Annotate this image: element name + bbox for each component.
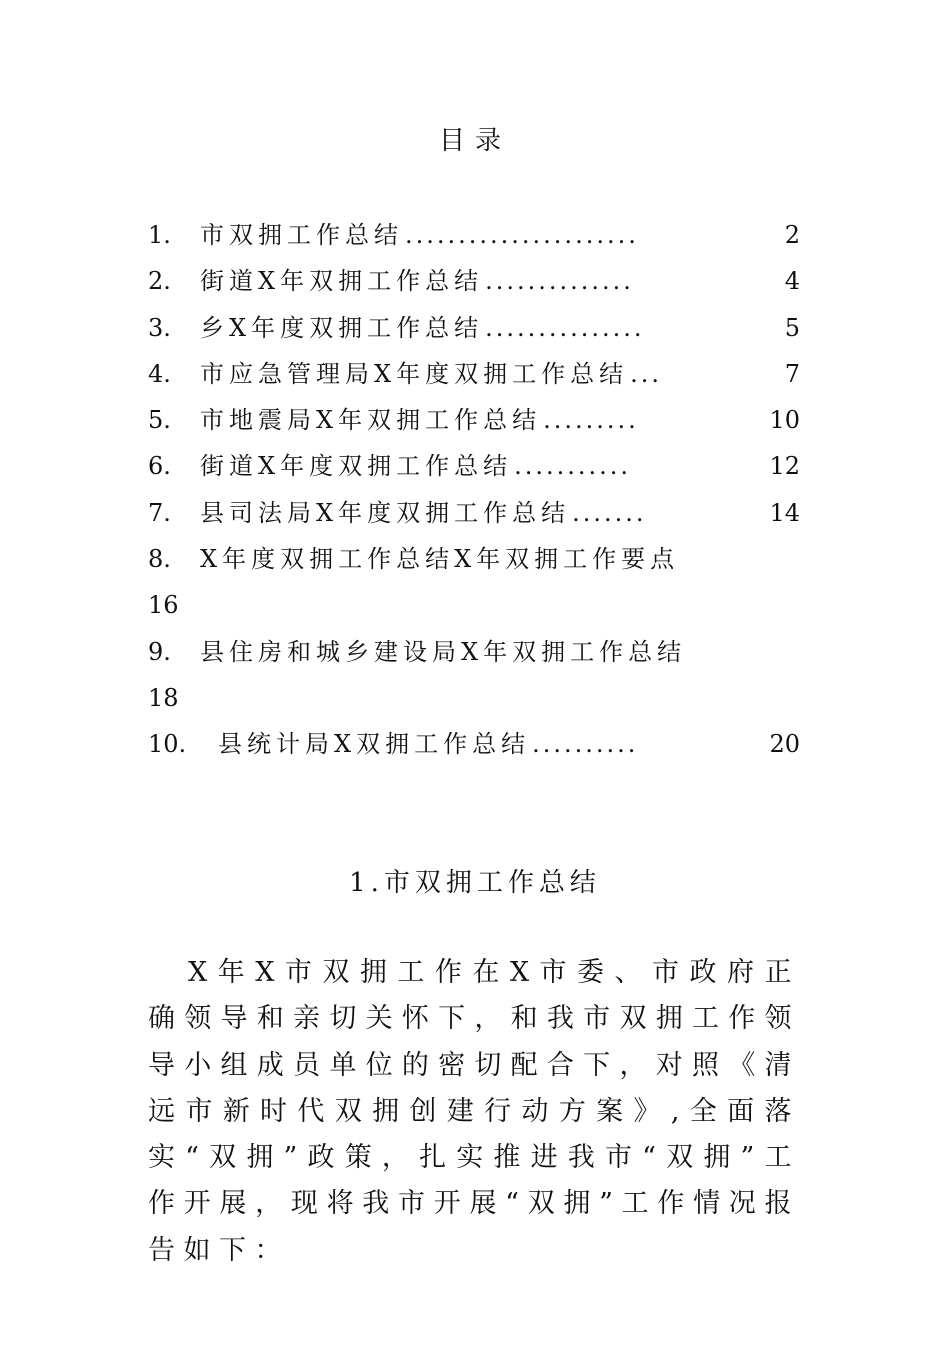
- toc-entry-number: 8.: [148, 545, 171, 574]
- toc-entry-text: 乡X年度双拥工作总结: [200, 313, 484, 342]
- toc-entry-leader: ..............: [485, 267, 634, 296]
- toc-entry-text: 县统计局X双拥工作总结: [218, 730, 531, 759]
- toc-entry-1[interactable]: [148, 212, 800, 258]
- toc-entry-text: 县司法局X年度双拥工作总结: [200, 498, 571, 527]
- toc-entry-page: 18: [148, 683, 179, 712]
- toc-entry-text: 县住房和城乡建设局X年双拥工作总结: [200, 637, 687, 666]
- section-title: 1.市双拥工作总结: [349, 868, 601, 898]
- toc-entry-page: 12: [769, 452, 800, 481]
- toc-entry-10[interactable]: [148, 721, 800, 767]
- toc-entry-page: 4: [784, 267, 800, 296]
- toc-entry-number: 6.: [148, 452, 171, 481]
- toc-entry-9[interactable]: [148, 629, 800, 675]
- toc-entry-8-page[interactable]: [148, 582, 800, 628]
- toc-entry-leader: ...............: [485, 313, 645, 342]
- toc-entry-number: 4.: [148, 359, 171, 388]
- toc-entry-2[interactable]: [148, 258, 800, 304]
- toc-entry-page: 5: [784, 313, 800, 342]
- toc-entry-text: 市地震局X年双拥工作总结: [200, 406, 542, 435]
- toc-entry-page: 10: [769, 406, 800, 435]
- toc-entry-number: 2.: [148, 267, 171, 296]
- toc-entry-9-page[interactable]: [148, 675, 800, 721]
- toc-entry-page: 14: [769, 498, 800, 527]
- toc-entry-text: 街道X年双拥工作总结: [200, 267, 484, 296]
- toc-entry-5[interactable]: [148, 397, 800, 443]
- toc-entry-page: 2: [784, 221, 800, 249]
- table-of-contents: [148, 212, 800, 768]
- toc-entry-6[interactable]: [148, 443, 800, 489]
- toc-entry-page: 16: [148, 591, 179, 620]
- toc-entry-leader: .......: [572, 498, 647, 527]
- toc-entry-number: 7.: [148, 498, 171, 527]
- toc-entry-leader: .........: [543, 406, 639, 435]
- toc-entry-number: 10.: [148, 730, 187, 759]
- body-paragraph: X年X市双拥工作在X市委、市政府正确领导和亲切关怀下，和我市双拥工作领导小组成员单位的密切配合下，对照《清远市新时代双拥创建行动方案》,全面落实“双拥”政策，扎实推进我市“双拥”工作开展，现将我市开展“双拥”工作情况报告如下：: [148, 957, 800, 1266]
- toc-entry-number: 5.: [148, 406, 171, 435]
- toc-entry-number: 1.: [148, 221, 171, 249]
- toc-entry-text: 市应急管理局X年度双拥工作总结: [200, 359, 629, 388]
- toc-entry-leader: ..........: [532, 730, 639, 759]
- toc-entry-leader: ......................: [405, 221, 639, 249]
- toc-entry-page: 20: [769, 730, 800, 759]
- toc-entry-4[interactable]: [148, 351, 800, 397]
- toc-entry-text: 街道X年度双拥工作总结: [200, 452, 513, 481]
- toc-entry-text: X年度双拥工作总结X年双拥工作要点: [200, 545, 680, 574]
- toc-title: 目录: [438, 126, 511, 156]
- toc-entry-number: 9.: [148, 637, 171, 666]
- toc-entry-leader: ...: [630, 359, 662, 388]
- toc-entry-3[interactable]: [148, 305, 800, 351]
- toc-entry-8[interactable]: [148, 536, 800, 582]
- toc-entry-page: 7: [784, 359, 800, 388]
- toc-entry-leader: ...........: [514, 452, 632, 481]
- toc-entry-7[interactable]: [148, 490, 800, 536]
- toc-entry-text: 市双拥工作总结: [200, 221, 403, 249]
- toc-entry-number: 3.: [148, 313, 171, 342]
